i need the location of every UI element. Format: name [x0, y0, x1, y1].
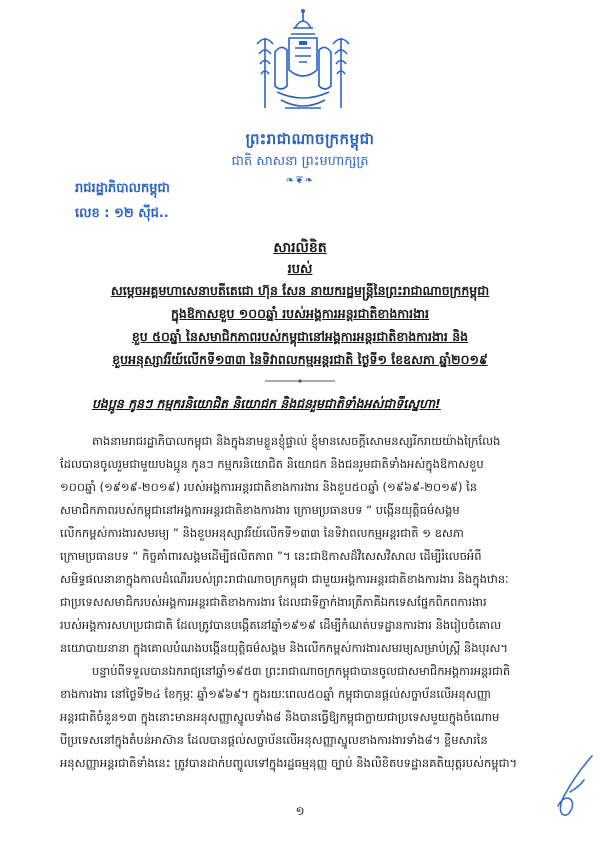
government-label: រាជរដ្ឋាភិបាលកម្ពុជា [75, 181, 170, 196]
section-divider [265, 379, 335, 381]
national-motto: ជាតិ សាសនា ព្រះមហាក្សត្រ [231, 154, 369, 169]
body-line: បន្ទាប់ពីទទួលបានឯករាជ្យនៅឆ្នាំ១៩៥៣ ព្រះរាជាណាចក្រកម្ពុជាបានចូលជាសមាជិកអង្គការអន្តរជាតិ [92, 664, 511, 678]
body-line: សមាជិកភាពរបស់កម្ពុជានៅអង្គការអន្តរជាតិខាងការងារ ក្រោមប្រធានបទ “ បង្កើនយុត្តិធម៌សង្គម [60, 503, 460, 517]
document-type-title: សារលិខិត [273, 240, 327, 256]
kingdom-name: ព្រះរាជាណាចក្រកម្ពុជា [245, 130, 375, 148]
page-number: ១ [295, 804, 305, 818]
title-line-4: ខួបអនុស្សាវរីយ៍លើកទី១៣៣ នៃទិវាពលកម្មអន្តរជាតិ ថ្ងៃទី១ ខែឧសភា ឆ្នាំ២០១៩ [112, 352, 488, 367]
title-line-2: ក្នុងឱកាសខួប ១០០ឆ្នាំ របស់អង្គការអន្តរជាតិខាងការងារ [170, 306, 430, 321]
body-line: អន្តរជាតិចំនួន១៣ ក្នុងនោះមានអនុសញ្ញាស្នូលទាំង៨ និងបានធ្វើឱ្យកម្ពុជាក្លាយជាប្រទេសមួយក្នុងចំណោម [60, 710, 500, 724]
body-line: នយោបាយនានា ក្នុងគោលបំណងបង្កើនយុត្តិធម៌សង្គម និងលើកកម្ពស់ការងារសមរម្យសម្រាប់ស្ត្រី និងបុរស។ [60, 641, 509, 655]
body-line: សមិទ្ធផលនានាក្នុងកាលដំណើររបស់ព្រះរាជាណាចក្រកម្ពុជា ជាមួយអង្គការអន្តរជាតិខាងការងារ និងក្នុងឋានៈ [60, 572, 509, 586]
title-line-1: សម្តេចអគ្គមហាសេនាបតីតេជោ ហ៊ុន សែន នាយករដ្ឋមន្ត្រីនៃព្រះរាជាណាចក្រកម្ពុជា [110, 283, 490, 298]
body-line: ១០០ឆ្នាំ (១៩១៩-២០១៩) របស់អង្គការអន្តរជាតិខាងការងារ និងខួប៥០ឆ្នាំ (១៩៦៩-២០១៩) នៃ [60, 480, 478, 494]
body-line: របស់អង្គការសហប្រជាជាតិ ដែលត្រូវបានបង្កើតនៅឆ្នាំ១៩១៩ ដើម្បីកំណត់បទដ្ឋានការងារ និងរៀបចំគោល [60, 618, 502, 632]
handwritten-signature [540, 752, 600, 822]
body-line: ដែលបានចូលរួមជាមួយបងប្អូន កូនៗ កម្មករនិយោជិត និយោជក និងជនរួមជាតិទាំងអស់ក្នុងឱកាសខួប [60, 457, 484, 471]
ornament-divider-icon: ❧❦❧ [285, 175, 315, 186]
body-line: លើកកម្ពស់ការងារសមរម្យ ” និងខួបអនុស្សាវរីយ៍លើកទី១៣៣ នៃទិវាពលកម្មអន្តរជាតិ ១ ឧសភា [60, 526, 464, 540]
body-line: ខាងការងារ នៅថ្ងៃទី២៤ ខែកុម្ភៈ ឆ្នាំ១៩៦៩។ ក្នុងរយៈពេល៥០ឆ្នាំ កម្ពុជាបានផ្តល់សច្ចាប័នលើអនុសញ្ញា [60, 687, 492, 701]
body-line: ជាប្រទេសសមាជិករបស់អង្គការអន្តរជាតិខាងការងារ ដែលជាទីភ្នាក់ងារត្រីភាគីឯកទេសផ្នែកពិភពការងារ [60, 595, 487, 609]
royal-coat-of-arms-emblem [255, 8, 351, 120]
title-of-word: របស់ [287, 262, 313, 277]
title-line-3: ខួប ៥០ឆ្នាំ នៃសមាជិកភាពរបស់កម្ពុជានៅអង្គការអន្តរជាតិខាងការងារ និង [131, 329, 469, 344]
reference-number: លេខ : ១២ ស៊ីជ.. [75, 206, 169, 221]
body-line: តាងនាមរាជរដ្ឋាភិបាលកម្ពុជា និងក្នុងនាមខ្លួនខ្ញុំផ្ទាល់ ខ្ញុំមានសេចក្តីសោមនស្សរីករាយយ៉ាងក្រៃលែង [92, 434, 501, 448]
body-line: ក្រោមប្រធានបទ “ កិច្ចគាំពារសង្គមដើម្បីផលិតភាព ”។ នេះជាឱកាសដ៏វិសេសវិសាល ដើម្បីរំលេចអំពី [60, 549, 482, 563]
body-line: អនុសញ្ញាអន្តរជាតិទាំងនេះ ត្រូវបានដាក់បញ្ចូលទៅក្នុងរដ្ឋធម្មនុញ្ញ ច្បាប់ និងលិខិតបទដ្ឋានគតិយុត្តរបស់កម្ពុជា។ [60, 756, 518, 770]
body-line: បីប្រទេសនៅក្នុងតំបន់អាស៊ាន ដែលបានផ្តល់សច្ចាប័នលើអនុសញ្ញាស្នូលខាងការងារទាំង៨។ ខ្លឹមសារនៃ [60, 733, 488, 747]
salutation: បងប្អូន កូនៗ កម្មករនិយោជិត និយោជក និងជនរួមជាតិទាំងអស់ជាទីស្នេហា! [92, 396, 441, 411]
